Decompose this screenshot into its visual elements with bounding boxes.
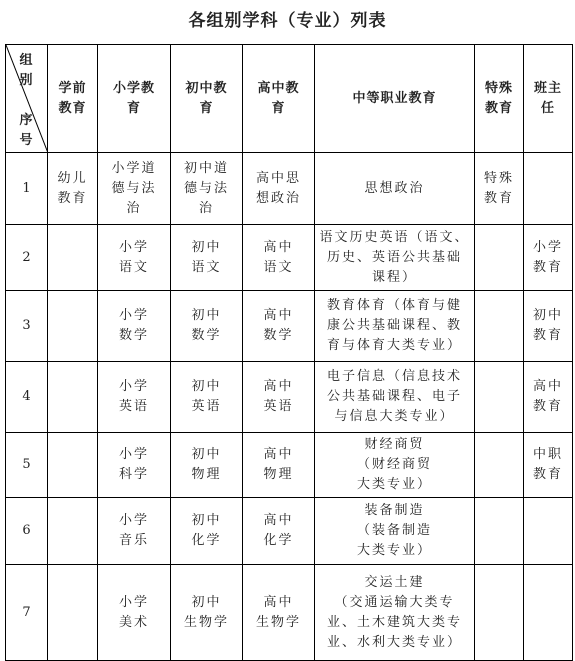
cell-preschool xyxy=(48,291,98,362)
cell-vocational: 语文历史英语（语文、 历史、英语公共基础 课程） xyxy=(315,225,475,291)
table-row xyxy=(6,225,573,291)
cell-special xyxy=(475,291,524,362)
cell-junior: 初中 数学 xyxy=(171,291,243,362)
table-row xyxy=(6,153,573,225)
cell-special xyxy=(475,225,524,291)
cell-preschool xyxy=(48,565,98,661)
cell-class-teacher xyxy=(524,153,573,225)
cell-vocational: 电子信息（信息技术 公共基础课程、电子 与信息大类专业） xyxy=(315,362,475,433)
cell-class-teacher: 高中 教育 xyxy=(524,362,573,433)
subject-table xyxy=(5,44,573,661)
cell-junior: 初中 生物学 xyxy=(171,565,243,661)
col-header-senior: 高中教 育 xyxy=(243,45,315,153)
table-row xyxy=(6,565,573,661)
row-number: 6 xyxy=(6,498,48,565)
cell-vocational: 思想政治 xyxy=(315,153,475,225)
table-row xyxy=(6,291,573,362)
cell-primary: 小学 美术 xyxy=(98,565,171,661)
cell-class-teacher xyxy=(524,565,573,661)
cell-preschool xyxy=(48,498,98,565)
row-number: 7 xyxy=(6,565,48,661)
cell-primary: 小学 音乐 xyxy=(98,498,171,565)
cell-senior: 高中 语文 xyxy=(243,225,315,291)
cell-special xyxy=(475,498,524,565)
cell-junior: 初中道 德与法 治 xyxy=(171,153,243,225)
cell-special xyxy=(475,433,524,498)
col-header-class-teacher: 班主 任 xyxy=(524,45,573,153)
cell-senior: 高中 化学 xyxy=(243,498,315,565)
page-title: 各组别学科（专业）列表 xyxy=(188,11,387,31)
cell-class-teacher: 小学 教育 xyxy=(524,225,573,291)
cell-special xyxy=(475,362,524,433)
cell-senior: 高中 生物学 xyxy=(243,565,315,661)
cell-senior: 高中 数学 xyxy=(243,291,315,362)
row-number: 2 xyxy=(6,225,48,291)
row-number: 4 xyxy=(6,362,48,433)
cell-class-teacher xyxy=(524,498,573,565)
col-header-junior: 初中教 育 xyxy=(171,45,243,153)
col-header-primary: 小学教 育 xyxy=(98,45,171,153)
cell-junior: 初中 化学 xyxy=(171,498,243,565)
cell-preschool xyxy=(48,225,98,291)
cell-primary: 小学 科学 xyxy=(98,433,171,498)
row-number: 3 xyxy=(6,291,48,362)
cell-class-teacher: 初中 教育 xyxy=(524,291,573,362)
cell-vocational: 装备制造 （装备制造 大类专业） xyxy=(315,498,475,565)
table-row xyxy=(6,498,573,565)
col-header-vocational: 中等职业教育 xyxy=(315,45,475,153)
cell-vocational: 教育体育（体育与健 康公共基础课程、教 育与体育大类专业） xyxy=(315,291,475,362)
cell-vocational: 交运土建 （交通运输大类专 业、土木建筑大类专 业、水利大类专业） xyxy=(315,565,475,661)
cell-preschool xyxy=(48,362,98,433)
cell-vocational: 财经商贸 （财经商贸 大类专业） xyxy=(315,433,475,498)
cell-primary: 小学 英语 xyxy=(98,362,171,433)
cell-junior: 初中 英语 xyxy=(171,362,243,433)
row-number: 1 xyxy=(6,153,48,225)
cell-senior: 高中思 想政治 xyxy=(243,153,315,225)
cell-special: 特殊 教育 xyxy=(475,153,524,225)
cell-preschool xyxy=(48,433,98,498)
cell-senior: 高中 英语 xyxy=(243,362,315,433)
row-number: 5 xyxy=(6,433,48,498)
cell-junior: 初中 语文 xyxy=(171,225,243,291)
cell-senior: 高中 物理 xyxy=(243,433,315,498)
table-row xyxy=(6,433,573,498)
cell-primary: 小学 语文 xyxy=(98,225,171,291)
cell-primary: 小学 数学 xyxy=(98,291,171,362)
corner-header-cell xyxy=(6,45,48,153)
table-row xyxy=(6,362,573,433)
cell-preschool: 幼儿 教育 xyxy=(48,153,98,225)
col-header-special: 特殊 教育 xyxy=(475,45,524,153)
col-header-preschool: 学前 教育 xyxy=(48,45,98,153)
header-row xyxy=(6,45,573,153)
cell-special xyxy=(475,565,524,661)
cell-primary: 小学道 德与法 治 xyxy=(98,153,171,225)
corner-label: 组 别 序 号 xyxy=(19,53,34,148)
cell-class-teacher: 中职 教育 xyxy=(524,433,573,498)
cell-junior: 初中 物理 xyxy=(171,433,243,498)
